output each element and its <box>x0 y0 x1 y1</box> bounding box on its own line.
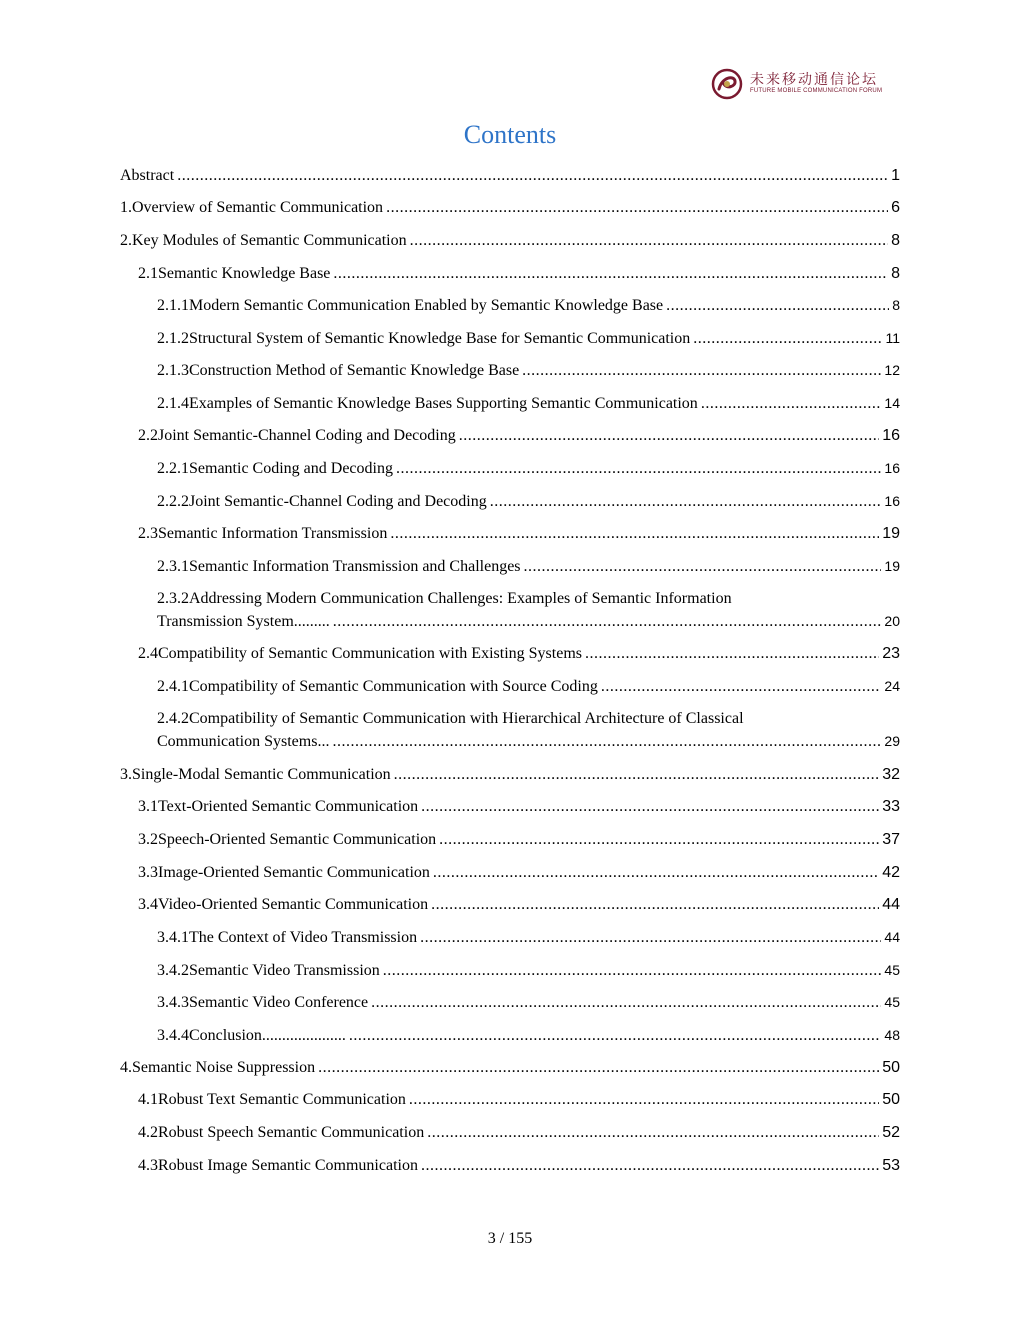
toc-leader <box>386 196 888 219</box>
toc-entry-3-4-3[interactable] <box>157 991 900 1014</box>
toc-leader <box>459 424 879 447</box>
toc-entry-2-1-1[interactable] <box>157 294 900 317</box>
toc-leader <box>394 763 880 786</box>
toc-leader <box>333 262 888 285</box>
toc-leader <box>409 1088 879 1111</box>
toc-page-number: 44 <box>882 896 900 913</box>
forum-logo <box>710 67 883 101</box>
toc-page-number: 37 <box>882 831 900 848</box>
toc-page-number: 52 <box>882 1124 900 1141</box>
toc-entry-3-2[interactable] <box>138 828 900 851</box>
toc-page-number: 8 <box>892 297 900 313</box>
toc-page-number: 12 <box>884 362 900 378</box>
toc-leader <box>585 642 879 665</box>
toc-leader <box>333 610 882 633</box>
toc-leader <box>420 926 881 949</box>
toc-entry-1[interactable] <box>120 196 900 219</box>
toc-entry-4-2[interactable] <box>138 1121 900 1144</box>
toc-page-number: 19 <box>884 558 900 574</box>
toc-leader <box>371 991 881 1014</box>
toc-entry-2-4-1[interactable] <box>157 675 900 698</box>
toc-page-number: 24 <box>884 678 900 694</box>
toc-page-number: 33 <box>882 798 900 815</box>
toc-entry-3-4[interactable] <box>138 893 900 916</box>
toc-label-continuation-row <box>157 610 900 633</box>
toc-entry-2[interactable] <box>120 229 900 252</box>
toc-label: 2.4Compatibility of Semantic Communication with Existing Systems <box>138 645 582 662</box>
toc-entry-2-1-4[interactable] <box>157 392 900 415</box>
toc-leader <box>332 730 881 753</box>
toc-page-number: 29 <box>884 733 900 749</box>
toc-label: 2.4.2Compatibility of Semantic Communication with Hierarchical Architecture of Classical <box>157 710 744 727</box>
toc-label: 2.1.3Construction Method of Semantic Knowledge Base <box>157 362 520 379</box>
toc-entry-2-2[interactable] <box>138 424 900 447</box>
toc-entry-4-1[interactable] <box>138 1088 900 1111</box>
toc-page-number: 11 <box>885 330 900 346</box>
page-title: Contents <box>463 120 557 149</box>
toc-entry-2-4[interactable] <box>138 642 900 665</box>
logo-chinese-text: 未来移动通信论坛 <box>750 72 878 88</box>
toc-label-continuation: Transmission System......... <box>157 613 330 630</box>
toc-label: 4.3Robust Image Semantic Communication <box>138 1157 418 1174</box>
toc-label: 2.2.2Joint Semantic-Channel Coding and Decoding <box>157 493 487 510</box>
toc-label: 2.Key Modules of Semantic Communication <box>120 232 407 249</box>
toc-label: 3.3Image-Oriented Semantic Communication <box>138 864 430 881</box>
toc-entry-3-1[interactable] <box>138 795 900 818</box>
toc-leader <box>421 1154 879 1177</box>
toc-entry-2-4-2[interactable] <box>157 707 900 753</box>
toc-entry-2-3[interactable] <box>138 522 900 545</box>
toc-leader <box>522 359 881 382</box>
toc-label: 3.4.1The Context of Video Transmission <box>157 929 418 946</box>
toc-page-number: 1 <box>891 167 900 184</box>
toc-leader <box>693 327 882 350</box>
toc-leader <box>433 861 879 884</box>
toc-entry-2-2-2[interactable] <box>157 490 900 513</box>
toc-label: 2.1.2Structural System of Semantic Knowledge Base for Semantic Communication <box>157 330 691 347</box>
toc-leader <box>421 795 879 818</box>
toc-page-number: 8 <box>891 232 900 249</box>
toc-page-number: 53 <box>882 1157 900 1174</box>
toc-leader <box>410 229 888 252</box>
toc-page-number: 23 <box>882 645 900 662</box>
toc-entry-3-3[interactable] <box>138 861 900 884</box>
toc-label: 4.Semantic Noise Suppression <box>120 1059 316 1076</box>
toc-label: 2.4.1Compatibility of Semantic Communication with Source Coding <box>157 678 598 695</box>
toc-page-number: 8 <box>891 265 900 282</box>
toc-entry-2-2-1[interactable] <box>157 457 900 480</box>
toc-entry-3-4-2[interactable] <box>157 959 900 982</box>
toc-entry-2-1-3[interactable] <box>157 359 900 382</box>
toc-label: 4.2Robust Speech Semantic Communication <box>138 1124 425 1141</box>
toc-page-number: 45 <box>884 962 900 978</box>
toc-entry-4[interactable] <box>120 1056 900 1079</box>
toc-leader <box>390 522 879 545</box>
toc-entry-2-3-2[interactable] <box>157 587 900 633</box>
toc-entry-3[interactable] <box>120 763 900 786</box>
toc-leader <box>524 555 882 578</box>
toc-label: 2.2Joint Semantic-Channel Coding and Decoding <box>138 427 456 444</box>
toc-label: 3.4.2Semantic Video Transmission <box>157 962 380 979</box>
toc-page-number: 42 <box>882 864 900 881</box>
page-indicator: 3 / 155 <box>487 1230 533 1247</box>
toc-leader <box>383 959 882 982</box>
toc-page-number: 14 <box>884 395 900 411</box>
toc-entry-2-3-1[interactable] <box>157 555 900 578</box>
toc-leader <box>318 1056 879 1079</box>
toc-page-number: 16 <box>884 493 900 509</box>
toc-page-number: 50 <box>882 1059 900 1076</box>
toc-label-continuation-row <box>157 730 900 753</box>
toc-label: 3.Single-Modal Semantic Communication <box>120 766 391 783</box>
toc-label: 4.1Robust Text Semantic Communication <box>138 1091 406 1108</box>
toc-leader <box>177 164 888 187</box>
toc-page-number: 20 <box>884 613 900 629</box>
toc-page-number: 50 <box>882 1091 900 1108</box>
toc-entry-4-3[interactable] <box>138 1154 900 1177</box>
toc-page-number: 45 <box>884 994 900 1010</box>
toc-leader <box>701 392 882 415</box>
toc-label: 2.1Semantic Knowledge Base <box>138 265 331 282</box>
toc-label: 3.4.4Conclusion..................... <box>157 1027 346 1044</box>
toc-leader <box>666 294 889 317</box>
forum-logo-icon <box>710 67 744 101</box>
toc-page-number: 44 <box>884 929 900 945</box>
toc-label: 1.Overview of Semantic Communication <box>120 199 384 216</box>
toc-leader <box>349 1024 882 1047</box>
toc-label: 3.1Text-Oriented Semantic Communication <box>138 798 419 815</box>
toc-leader <box>396 457 881 480</box>
toc-label: 3.4.3Semantic Video Conference <box>157 994 369 1011</box>
toc-leader <box>431 893 879 916</box>
toc-leader <box>601 675 882 698</box>
toc-entry-2-1[interactable] <box>138 262 900 285</box>
toc-label-continuation: Communication Systems... <box>157 733 330 750</box>
logo-english-text: FUTURE MOBILE COMMUNICATION FORUM <box>750 88 883 94</box>
toc-page-number: 6 <box>891 199 900 216</box>
toc-label: 2.3.1Semantic Information Transmission and Challenges <box>157 558 521 575</box>
toc-leader <box>439 828 879 851</box>
toc-page-number: 48 <box>884 1027 900 1043</box>
toc-leader <box>490 490 882 513</box>
toc-label: 2.1.4Examples of Semantic Knowledge Bases Supporting Semantic Communication <box>157 395 698 412</box>
toc-label: 3.2Speech-Oriented Semantic Communication <box>138 831 437 848</box>
toc-entry-2-1-2[interactable] <box>157 327 900 350</box>
toc-label: Abstract <box>120 167 175 184</box>
toc-entry-3-4-4[interactable] <box>157 1024 900 1047</box>
toc-page-number: 32 <box>882 766 900 783</box>
toc-entry-3-4-1[interactable] <box>157 926 900 949</box>
toc-entry-abstract[interactable] <box>120 164 900 187</box>
toc-label: 2.2.1Semantic Coding and Decoding <box>157 460 393 477</box>
toc-label: 2.1.1Modern Semantic Communication Enabled by Semantic Knowledge Base <box>157 297 664 314</box>
toc-page-number: 16 <box>882 427 900 444</box>
toc-label: 3.4Video-Oriented Semantic Communication <box>138 896 429 913</box>
toc-page-number: 16 <box>884 460 900 476</box>
toc-label: 2.3.2Addressing Modern Communication Challenges: Examples of Semantic Information <box>157 590 732 607</box>
toc-page-number: 19 <box>882 525 900 542</box>
toc-leader <box>427 1121 879 1144</box>
toc-label: 2.3Semantic Information Transmission <box>138 525 388 542</box>
